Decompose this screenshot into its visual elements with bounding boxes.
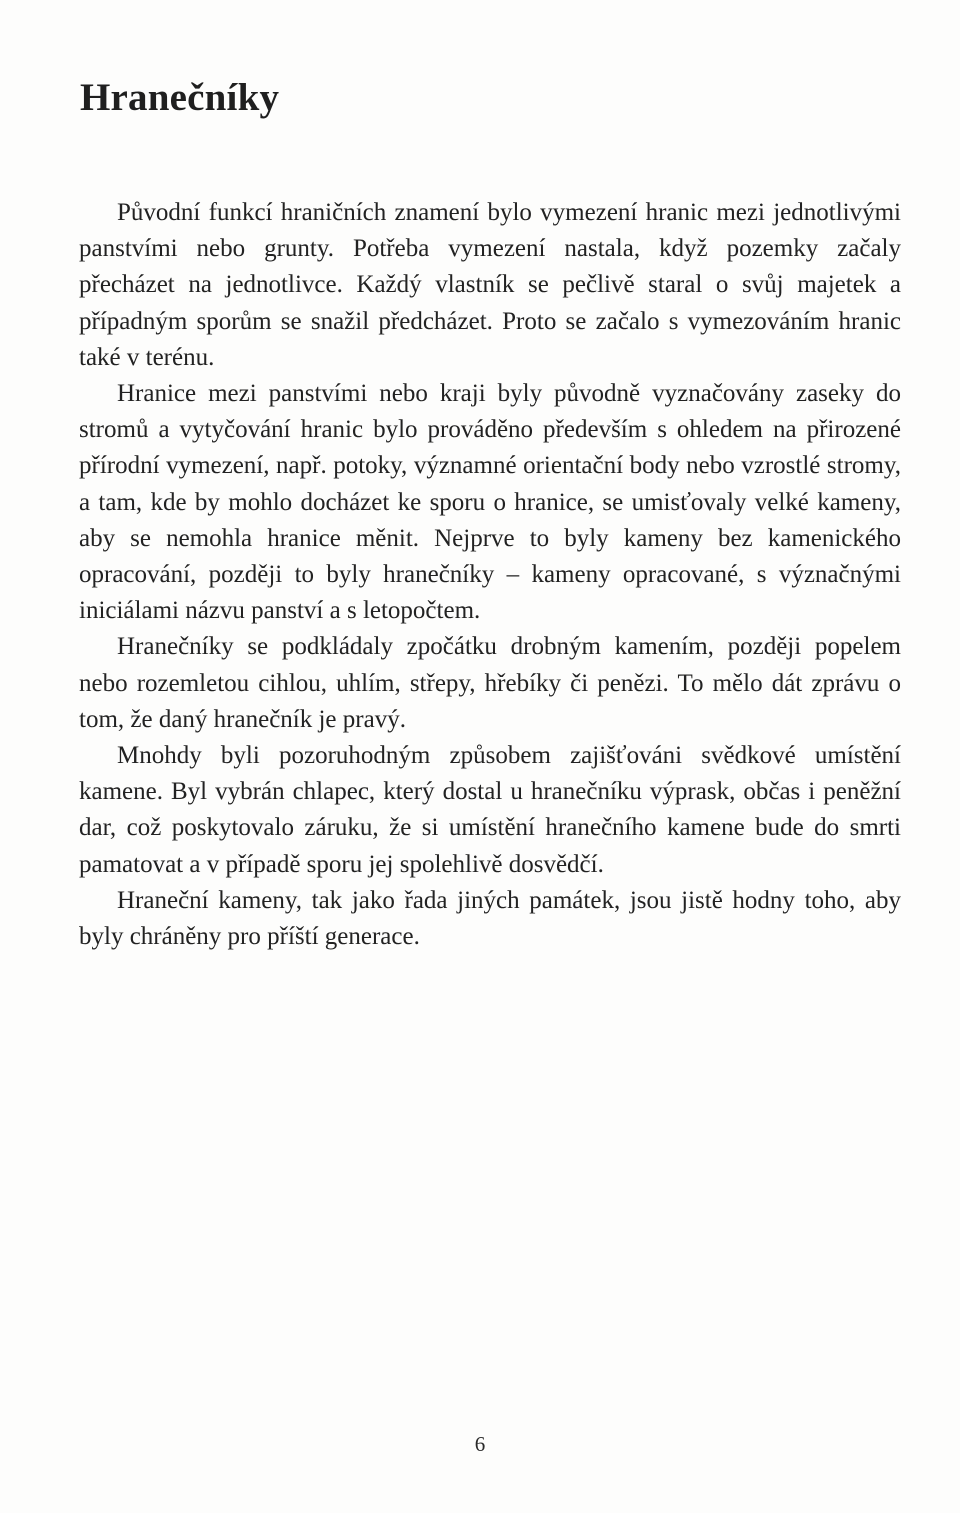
paragraph-1: Původní funkcí hraničních znamení bylo vymezení hranic mezi jednotlivými panstvími nebo grunty. Potřeba vymezení nastala, když pozemky začaly přecházet na jednotlivce. Každý vlastník se pečlivě staral o svůj majetek a případným sporům se snažil předcházet. Proto se začalo s vymezováním hranic také v terénu. [79,199,901,371]
page-title: Hranečníky [80,76,280,119]
page-number: 6 [474,1432,486,1456]
paragraph-3: Hranečníky se podkládaly zpočátku drobným kamením, později popelem nebo rozemletou cihlou, uhlím, střepy, hřebíky či penězi. To mělo dát zprávu o tom, že daný hranečník je pravý. [79,633,901,733]
body-text [79,195,901,955]
paragraph-4: Mnohdy byli pozoruhodným způsobem zajišťováni svědkové umístění kamene. Byl vybrán chlapec, který dostal u hranečníku výprask, občas i peněžní dar, což poskytovalo záruku, že si umístění hranečního kamene bude do smrti pamatovat a v případě sporu jej spolehlivě dosvědčí. [79,742,901,878]
paragraph-2: Hranice mezi panstvími nebo kraji byly původně vyznačovány zaseky do stromů a vytyčování hranic bylo prováděno především s ohledem na přirozené přírodní vymezení, např. potoky, významné orientační body nebo vzrostlé stromy, a tam, kde by mohlo docházet ke sporu o hranice, se umisťovaly velké kameny, aby se nemohla hranice měnit. Nejprve to byly kameny bez kamenického opracování, později to byly hranečníky – kameny opracované, s význačnými iniciálami názvu panství a s letopočtem. [79,380,901,625]
paragraph-5: Hraneční kameny, tak jako řada jiných památek, jsou jistě hodny toho, aby byly chráněny pro příští generace. [79,886,901,951]
